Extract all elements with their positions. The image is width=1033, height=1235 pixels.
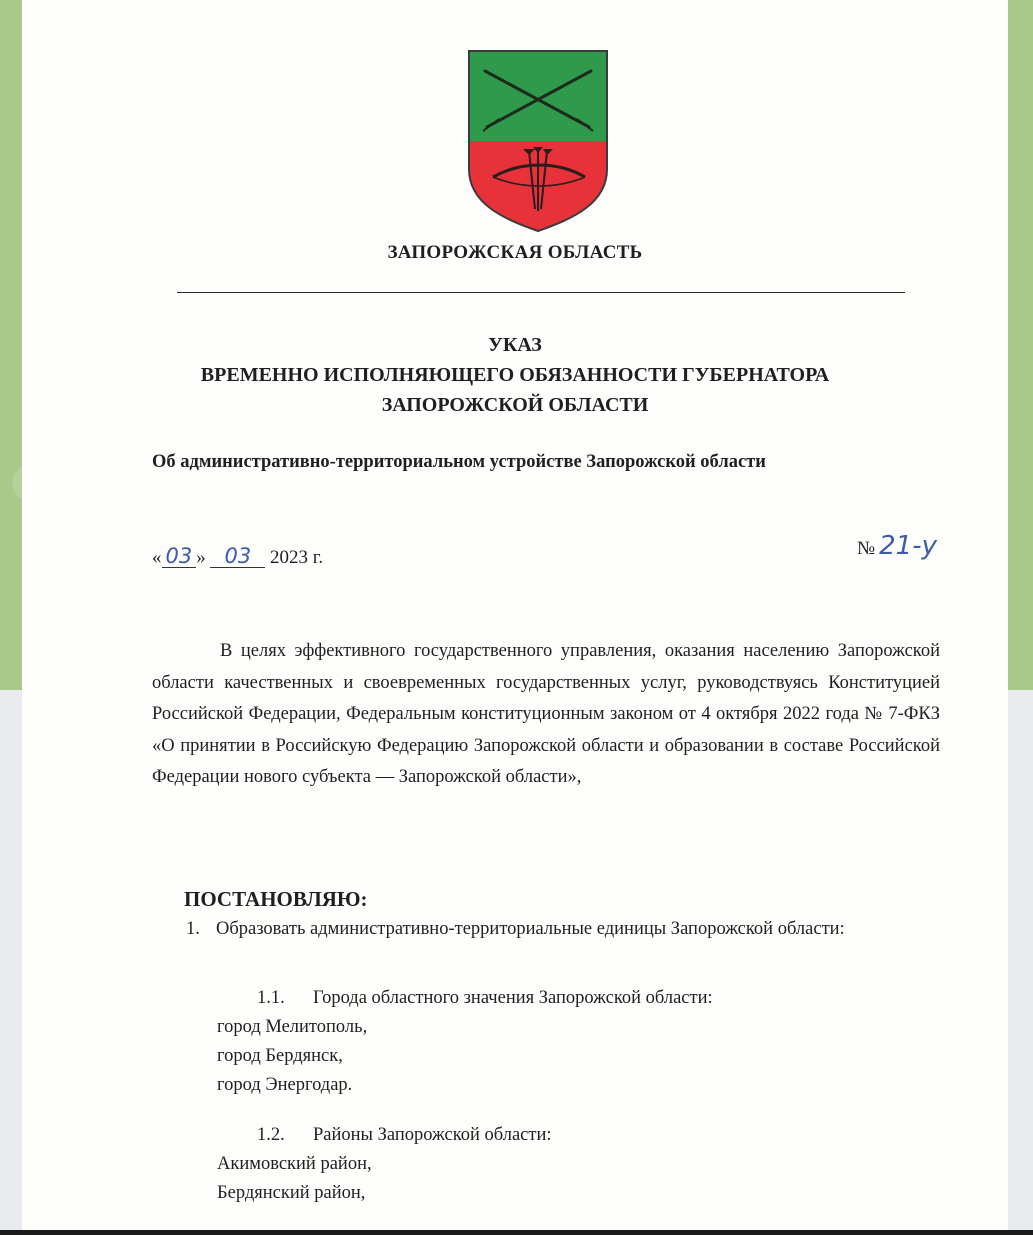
document-page	[22, 0, 1008, 1230]
subitem-1-1	[217, 984, 917, 1100]
decree-title	[22, 330, 1008, 420]
date-month-handwritten: 03	[210, 545, 265, 568]
title-line-1: УКАЗ	[488, 334, 542, 356]
bottom-edge	[0, 1230, 1033, 1235]
item-1-text: Образовать административно-территориальные единицы Запорожской области:	[216, 919, 845, 939]
list-item: город Мелитополь,	[217, 1017, 368, 1037]
header-divider	[177, 292, 905, 293]
subitem-1-2-title: Районы Запорожской области:	[313, 1125, 552, 1145]
item-1-number: 1.	[186, 919, 200, 939]
date-day-handwritten: 03	[162, 545, 197, 568]
title-line-2: ВРЕМЕННО ИСПОЛНЯЮЩЕГО ОБЯЗАННОСТИ ГУБЕРНАТОРА	[200, 364, 830, 386]
subitem-1-2	[217, 1121, 917, 1208]
subitem-1-1-number: 1.1.	[257, 988, 285, 1008]
date-close-quote: »	[196, 547, 206, 568]
subitem-1-2-number: 1.2.	[257, 1125, 285, 1145]
list-item: Акимовский район,	[217, 1154, 372, 1174]
date-open-quote: «	[152, 547, 162, 568]
number-handwritten: 21-у	[879, 531, 937, 561]
preamble-text: В целях эффективного государственного управления, оказания населению Запорожской области качественных и своевременных государственных услуг, руководствуясь Конституцией Российской Федерации, Федеральным конституционным законом от 4 октября 2022 года № 7-ФКЗ «О принятии в Российскую Федерацию Запорожской области и образовании в составе Российской Федерации нового субъекта — Запорожской области»,	[152, 641, 940, 787]
list-item: город Бердянск,	[217, 1046, 343, 1066]
subitem-1-1-title: Города областного значения Запорожской области:	[313, 988, 713, 1008]
coat-of-arms-emblem	[467, 49, 609, 233]
decree-number	[857, 531, 941, 561]
resolve-heading: ПОСТАНОВЛЯЮ:	[184, 887, 368, 911]
decree-date	[152, 545, 323, 569]
decree-subject: Об административно-территориальном устройстве Запорожской области	[152, 452, 766, 472]
item-1	[152, 914, 942, 944]
date-year: 2023 г.	[269, 547, 324, 568]
title-line-3: ЗАПОРОЖСКОЙ ОБЛАСТИ	[381, 394, 649, 416]
region-name: ЗАПОРОЖСКАЯ ОБЛАСТЬ	[387, 242, 643, 263]
list-item: город Энергодар.	[217, 1075, 353, 1095]
number-prefix: №	[857, 538, 876, 559]
preamble-paragraph	[152, 636, 940, 794]
list-item: Бердянский район,	[217, 1183, 366, 1203]
